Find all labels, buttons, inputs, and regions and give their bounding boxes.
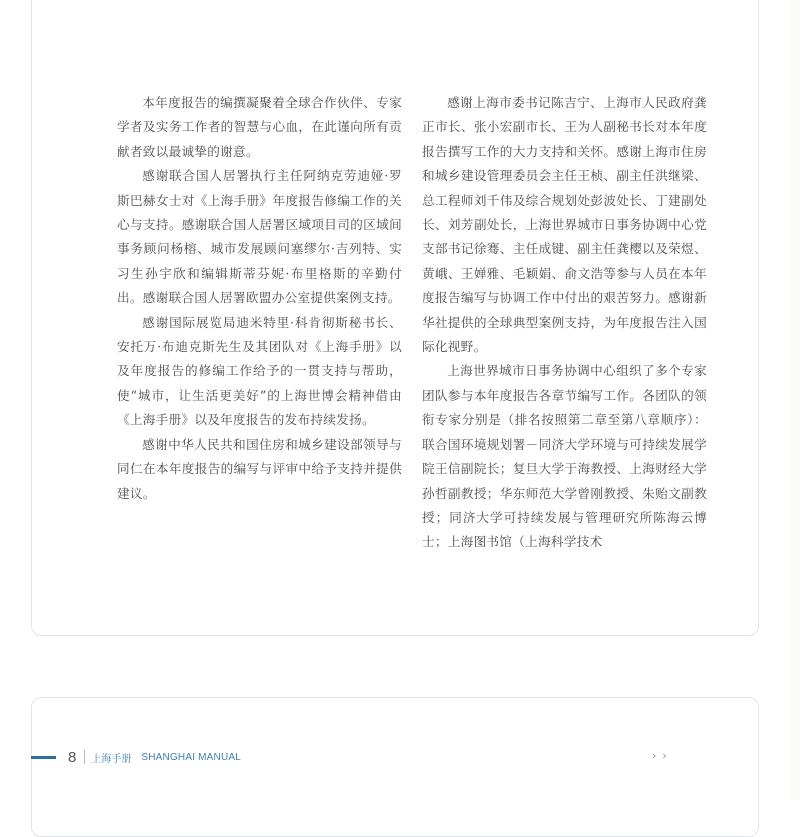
- page-footer: [31, 746, 241, 768]
- footer-divider: [84, 750, 85, 764]
- text-column-right: [422, 91, 707, 555]
- chevron-right-icon[interactable]: ›: [652, 749, 657, 762]
- paragraph: 感谢上海市委书记陈吉宁、上海市人民政府龚正市长、张小宏副市长、王为人副秘书长对本年度报告撰写工作的大力支持和关怀。感谢上海市住房和城乡建设管理委员会主任王桢、副主任洪继梁、总工程师刘千伟及综合规划处彭波处长、丁建副处长、刘芳副处长，上海世界城市日事务协调中心党支部书记徐骞、主任成键、副主任龚樱以及荣煜、黄峨、王婵雅、毛颖娟、俞文浩等参与人员在本年度报告编写与协调工作中付出的艰苦努力。感谢新华社提供的全球典型案例支持，为年度报告注入国际化视野。: [422, 95, 707, 355]
- publication-title-en: SHANGHAI MANUAL: [141, 751, 242, 763]
- page-navigation: [652, 749, 667, 762]
- chevron-right-icon[interactable]: ›: [662, 749, 667, 762]
- viewer-background: [790, 0, 800, 800]
- page-number: 8: [68, 748, 77, 766]
- paragraph: 本年度报告的编撰凝聚着全球合作伙伴、专家学者及实务工作者的智慧与心血，在此谨向所有贡献者致以最诚挚的谢意。: [117, 95, 402, 159]
- paragraph: 感谢联合国人居署执行主任阿纳克劳迪娅·罗斯巴赫女士对《上海手册》年度报告修编工作的关心与支持。感谢联合国人居署区域项目司的区域间事务顾问杨榕、城市发展顾问塞缪尔·吉列特、实习生孙宇欣和编辑斯蒂芬妮·布里格斯的辛勤付出。感谢联合国人居署欧盟办公室提供案例支持。: [117, 168, 402, 306]
- text-column-left: [117, 91, 402, 506]
- footer-accent-bar: [31, 756, 56, 759]
- paragraph: 感谢国际展览局迪米特里·科肯彻斯秘书长、安托万·布迪克斯先生及其团队对《上海手册》以及年度报告的修编工作给予的一贯支持与帮助，使“城市，让生活更美好”的上海世博会精神借由《上海手册》以及年度报告的发布持续发扬。: [117, 314, 402, 428]
- paragraph: 上海世界城市日事务协调中心组织了多个专家团队参与本年度报告各章节编写工作。各团队的领衔专家分别是（排名按照第二章至第八章顺序）：联合国环境规划署－同济大学环境与可持续发展学院王信副院长；复旦大学于海教授、上海财经大学孙哲副教授；华东师范大学曾刚教授、朱贻文副教授；同济大学可持续发展与管理研究所陈海云博士；上海图书馆（上海科学技术: [422, 363, 707, 550]
- publication-title-cn: 上海手册: [91, 753, 132, 765]
- paragraph: 感谢中华人民共和国住房和城乡建设部领导与同仁在本年度报告的编写与评审中给予支持并提供建议。: [117, 436, 402, 501]
